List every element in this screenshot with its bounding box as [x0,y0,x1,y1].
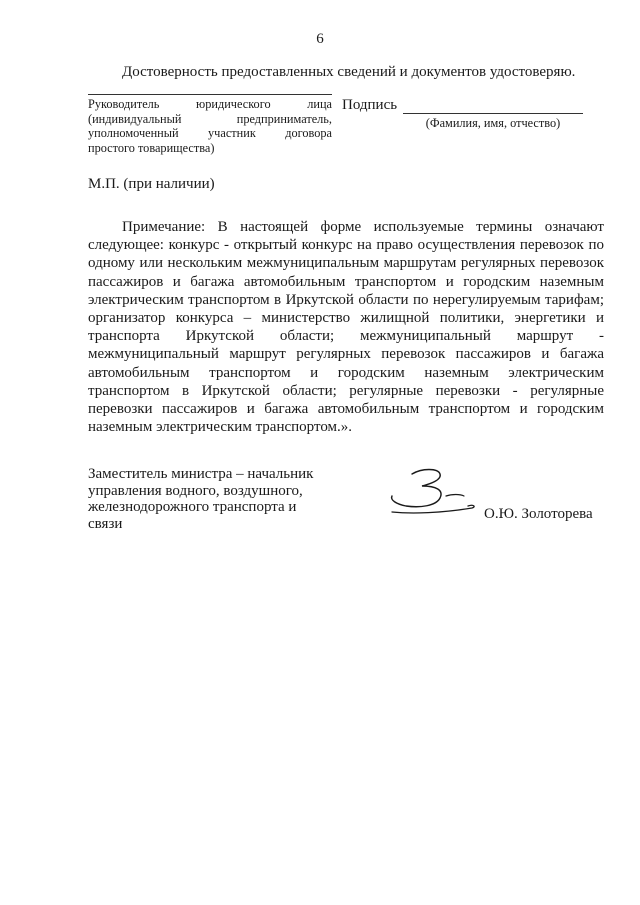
note-line: межмуниципальный маршрут регулярных перевозок пассажиров и багажа [88,346,604,363]
deputy-title-line: связи [88,515,123,532]
signer-name: О.Ю. Золоторева [484,506,593,522]
deputy-minister-title [88,466,328,532]
signature-line [403,113,583,114]
stamp-note: М.П. (при наличии) [88,176,215,192]
note-line: наземным электрическим транспортом.». [88,419,353,436]
deputy-title-line: управления водного, воздушного, [88,482,303,499]
note-line: электрическим транспортом в Иркутской области по нерегулируемым тарифам; [88,291,604,308]
deputy-title-line: железнодорожного транспорта и [88,499,297,515]
head-block-line: простого товарищества) [88,140,215,155]
head-block-line: уполномоченный участник договора [88,126,332,141]
page-number: 6 [316,31,324,47]
note-line: перевозки пассажиров и багажа автомобильным транспортом и городским [88,401,604,418]
note-paragraph [88,218,604,436]
note-line: транспорта Иркутской области; межмуниципальный маршрут - [88,328,604,345]
full-name-caption: (Фамилия, имя, отчество) [425,116,561,130]
head-block-line: Руководитель юридического лица [88,97,332,111]
note-line: организатор конкурса – министерство жилищной политики, энергетики и [88,310,604,327]
certification-statement: Достоверность предоставленных сведений и документов удостоверяю. [122,64,576,80]
handwritten-signature [382,466,482,522]
note-line: одному или нескольким межмуниципальным маршрутам регулярных перевозок [88,255,604,272]
deputy-title-line: Заместитель министра – начальник [88,466,314,482]
note-line: автомобильным транспортом и городским наземным электрическим [88,364,604,381]
head-block-line: (индивидуальный предприниматель, [88,111,332,126]
note-line: транспортом в Иркутской области; регулярные перевозки - регулярные [88,382,604,399]
note-line: Примечание: В настоящей форме используемые термины означают [122,219,604,235]
signature-label: Подпись [342,97,398,113]
note-line: следующее: конкурс - открытый конкурс на право осуществления перевозок по [88,237,604,254]
top-rule [88,94,332,95]
head-of-organization-block [88,97,332,155]
note-line: пассажиров и багажа автомобильным транспортом и городским наземным [88,273,604,290]
